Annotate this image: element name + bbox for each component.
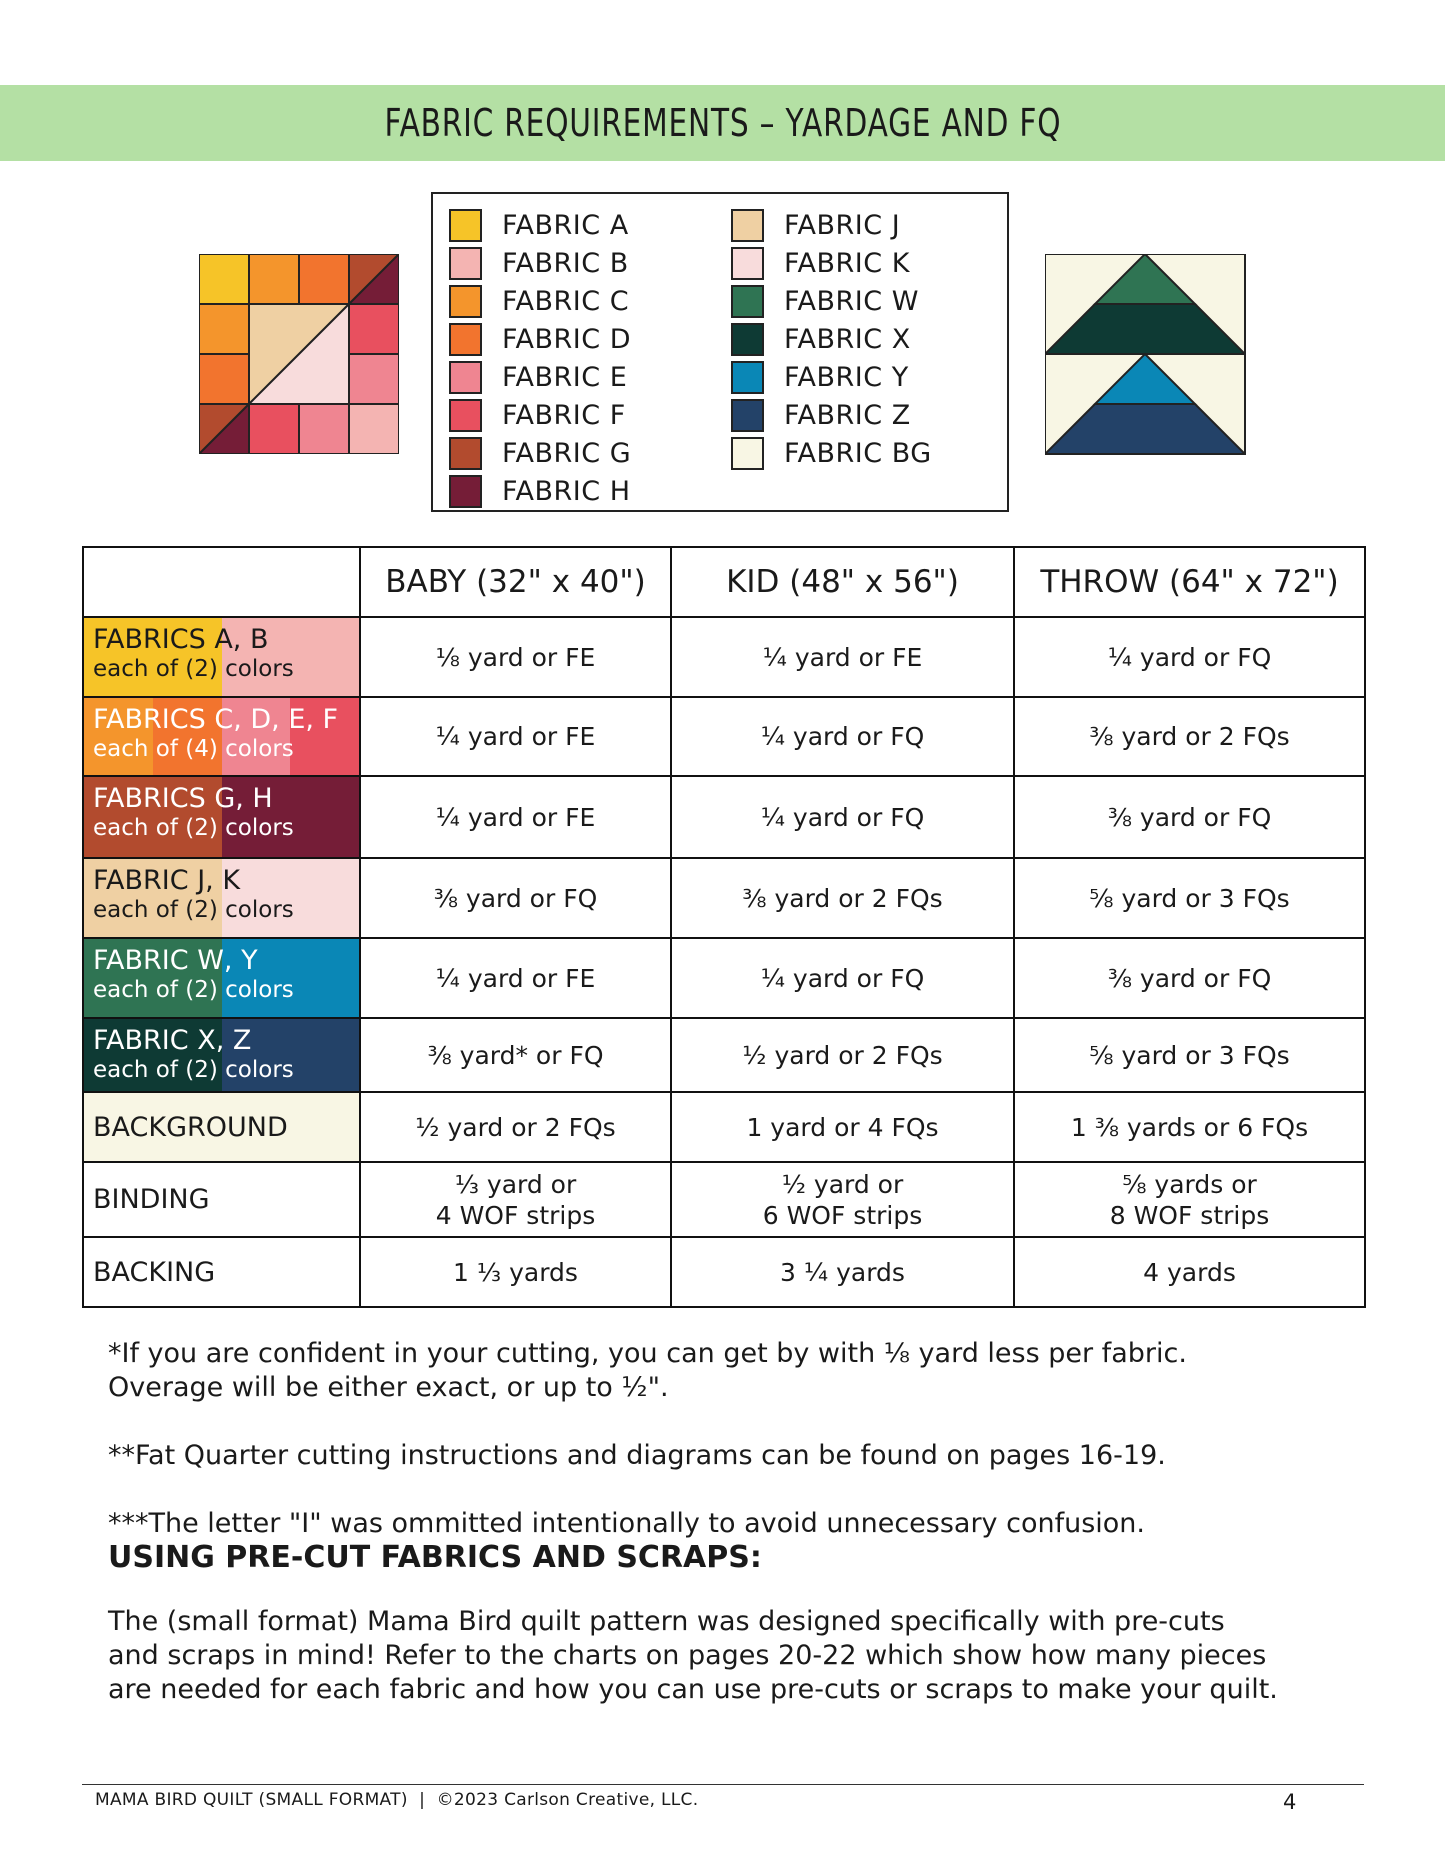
table-cell: 4 yards (1014, 1237, 1365, 1307)
table-cell: ¼ yard or FE (360, 697, 671, 776)
legend-item: FABRIC E (449, 358, 631, 396)
row-label: BACKGROUND (93, 1111, 288, 1143)
row-sublabel: each of (4) colors (93, 736, 294, 762)
swatch-fabric-w (731, 285, 764, 318)
footer-copyright: MAMA BIRD QUILT (SMALL FORMAT) | ©2023 Carlson Creative, LLC. (95, 1790, 699, 1810)
table-cell: ¼ yard or FQ (671, 938, 1014, 1018)
note-line: **Fat Quarter cutting instructions and diagrams can be found on pages 16-19. (108, 1440, 1166, 1471)
table-header-row (83, 547, 1365, 617)
table-row (83, 1018, 1365, 1092)
table-cell: ¼ yard or FQ (1014, 617, 1365, 697)
note-line: *If you are confident in your cutting, you can get by with ⅛ yard less per fabric. (108, 1338, 1187, 1369)
legend-item: FABRIC H (449, 472, 631, 510)
row-label: FABRICS A, B (93, 624, 269, 655)
table-row (83, 858, 1365, 938)
column-header-baby: BABY (32" x 40") (360, 547, 671, 617)
table-cell: ⅝ yard or 3 FQs (1014, 1018, 1365, 1092)
table-cell: ⅜ yard or 2 FQs (671, 858, 1014, 938)
legend-item: FABRIC G (449, 434, 631, 472)
row-sublabel: each of (2) colors (93, 656, 294, 682)
legend-column-right (731, 206, 932, 472)
body-line: are needed for each fabric and how you can use pre-cuts or scraps to make your quilt. (108, 1674, 1278, 1705)
table-cell: ⅜ yard or FQ (1014, 776, 1365, 858)
legend-item: FABRIC J (731, 206, 932, 244)
legend-item: FABRIC B (449, 244, 631, 282)
swatch-fabric-j (731, 209, 764, 242)
footer-divider (82, 1784, 1364, 1785)
table-cell: ½ yard or 2 FQs (360, 1092, 671, 1162)
row-label-cell (83, 858, 360, 938)
swatch-fabric-g (449, 437, 482, 470)
row-sublabel: each of (2) colors (93, 977, 294, 1003)
page-title: FABRIC REQUIREMENTS – YARDAGE AND FQ (384, 101, 1061, 145)
table-row (83, 697, 1365, 776)
legend-item: FABRIC X (731, 320, 932, 358)
row-label-cell (83, 1162, 360, 1237)
row-label-cell (83, 697, 360, 776)
swatch-fabric-d (449, 323, 482, 356)
row-label-cell (83, 617, 360, 697)
legend-item: FABRIC F (449, 396, 631, 434)
column-header (83, 547, 360, 617)
note-line: ***The letter "I" was ommitted intentionally to avoid unnecessary confusion. (108, 1508, 1145, 1539)
legend-column-left (449, 206, 631, 510)
body-paragraph (108, 1605, 1358, 1707)
fabric-requirements-table (82, 546, 1366, 1308)
table-cell: 1 yard or 4 FQs (671, 1092, 1014, 1162)
column-header-throw: THROW (64" x 72") (1014, 547, 1365, 617)
swatch-fabric-h (449, 475, 482, 508)
table-cell: ½ yard or 6 WOF strips (671, 1162, 1014, 1237)
table-cell: ¼ yard or FE (671, 617, 1014, 697)
row-label: BINDING (93, 1184, 210, 1215)
legend-item: FABRIC K (731, 244, 932, 282)
body-line: and scraps in mind! Refer to the charts on pages 20-22 which show how many pieces (108, 1640, 1267, 1671)
table-row (83, 1162, 1365, 1237)
legend-item: FABRIC D (449, 320, 631, 358)
row-label-cell (83, 1237, 360, 1307)
fabric-legend (431, 192, 1009, 512)
table-cell: 3 ¼ yards (671, 1237, 1014, 1307)
swatch-fabric-f (449, 399, 482, 432)
title-banner (0, 85, 1445, 161)
row-label-cell (83, 1092, 360, 1162)
legend-item: FABRIC BG (731, 434, 932, 472)
square-block-diagram (199, 254, 399, 454)
legend-item: FABRIC C (449, 282, 631, 320)
table-cell: ⅝ yard or 3 FQs (1014, 858, 1365, 938)
column-header-kid: KID (48" x 56") (671, 547, 1014, 617)
notes-section (108, 1337, 1358, 1707)
section-heading: USING PRE-CUT FABRICS AND SCRAPS: (108, 1540, 762, 1575)
row-label: BACKING (93, 1256, 216, 1288)
table-cell: ⅜ yard* or FQ (360, 1018, 671, 1092)
swatch-fabric-bg (731, 437, 764, 470)
row-label: FABRICS G, H (93, 783, 273, 814)
row-label: FABRICS C, D, E, F (93, 704, 339, 735)
row-sublabel: each of (2) colors (93, 897, 294, 923)
table-cell: ¼ yard or FQ (671, 697, 1014, 776)
swatch-fabric-k (731, 247, 764, 280)
table-cell: ⅝ yards or 8 WOF strips (1014, 1162, 1365, 1237)
swatch-fabric-b (449, 247, 482, 280)
table-cell: ⅜ yard or 2 FQs (1014, 697, 1365, 776)
swatch-fabric-z (731, 399, 764, 432)
table-cell: 1 ⅜ yards or 6 FQs (1014, 1092, 1365, 1162)
legend-item: FABRIC W (731, 282, 932, 320)
table-row (83, 776, 1365, 858)
page-number: 4 (1283, 1790, 1297, 1814)
swatch-fabric-a (449, 209, 482, 242)
table-cell: ⅜ yard or FQ (360, 858, 671, 938)
note-line: Overage will be either exact, or up to ½". (108, 1372, 669, 1403)
table-cell: ¼ yard or FE (360, 938, 671, 1018)
swatch-fabric-e (449, 361, 482, 394)
table-cell: 1 ⅓ yards (360, 1237, 671, 1307)
row-label-cell (83, 938, 360, 1018)
legend-item: FABRIC Y (731, 358, 932, 396)
row-label: FABRIC W, Y (93, 945, 258, 976)
table-cell: ⅜ yard or FQ (1014, 938, 1365, 1018)
table-row (83, 617, 1365, 697)
row-label: FABRIC J, K (93, 865, 241, 896)
swatch-fabric-c (449, 285, 482, 318)
row-label-cell (83, 776, 360, 858)
row-sublabel: each of (2) colors (93, 815, 294, 841)
table-cell: ⅓ yard or 4 WOF strips (360, 1162, 671, 1237)
body-line: The (small format) Mama Bird quilt pattern was designed specifically with pre-cuts (108, 1606, 1225, 1637)
table-cell: ½ yard or 2 FQs (671, 1018, 1014, 1092)
table-cell: ⅛ yard or FE (360, 617, 671, 697)
table-row (83, 1237, 1365, 1307)
row-label-cell (83, 1018, 360, 1092)
swatch-fabric-y (731, 361, 764, 394)
row-label: FABRIC X, Z (93, 1025, 252, 1056)
table-cell: ¼ yard or FE (360, 776, 671, 858)
flying-geese-diagram (1045, 254, 1246, 455)
swatch-fabric-x (731, 323, 764, 356)
table-row (83, 1092, 1365, 1162)
legend-item: FABRIC Z (731, 396, 932, 434)
table-cell: ¼ yard or FQ (671, 776, 1014, 858)
table-row (83, 938, 1365, 1018)
legend-item: FABRIC A (449, 206, 631, 244)
row-sublabel: each of (2) colors (93, 1057, 294, 1083)
